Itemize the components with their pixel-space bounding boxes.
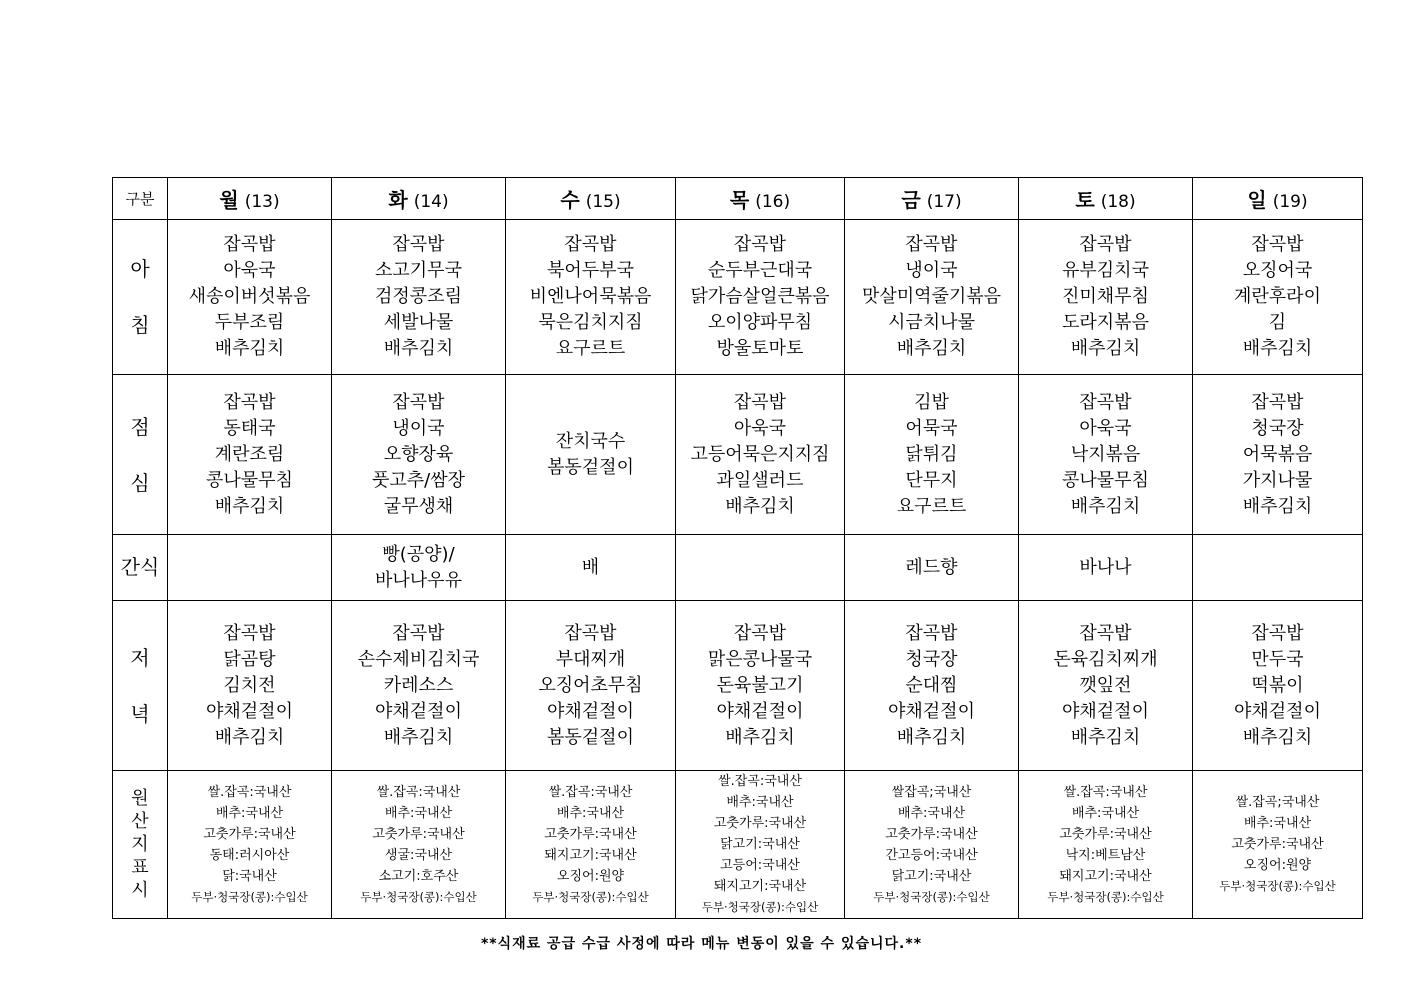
menu-item: 새송이버섯볶음: [188, 286, 311, 307]
menu-item: 오징어초무침: [538, 674, 643, 696]
menu-item: 야채겉절이: [375, 700, 462, 722]
origin-row: [113, 771, 1363, 919]
lunch-sun: [1193, 375, 1363, 535]
menu-item: 동태국: [223, 417, 276, 439]
menu-item: 맑은콩나물국: [707, 648, 813, 670]
lunch-wed: [506, 375, 676, 535]
origin-line: 배추:국내산: [897, 805, 966, 821]
menu-item: 아욱국: [733, 417, 787, 439]
origin-label: [113, 771, 168, 919]
origin-line: 고춧가루:국내산: [1059, 826, 1152, 842]
day-header-mon: 월 (13): [168, 178, 332, 220]
menu-item: 배추김치: [896, 338, 967, 359]
menu-item: 잡곡밥: [905, 622, 958, 644]
dinner-wed: [506, 601, 676, 771]
origin-line: 배추:국내산: [726, 795, 794, 810]
header-row: [113, 178, 1363, 220]
menu-item: 레드향: [905, 556, 958, 578]
snack-label: 간식: [113, 535, 168, 601]
menu-item: 봄동겉절이: [547, 726, 634, 748]
menu-item: 배추김치: [1242, 726, 1313, 748]
origin-line: 고춧가루:국내산: [713, 816, 807, 831]
menu-item: 바나나: [1079, 556, 1132, 578]
menu-item: 순대찜: [905, 674, 958, 696]
menu-item: 야채겉절이: [716, 700, 804, 722]
origin-line: 생굴:국내산: [384, 847, 453, 863]
lunch-label: [113, 375, 168, 535]
menu-item: 세발나물: [383, 312, 454, 333]
menu-item: 잡곡밥: [1251, 622, 1304, 644]
menu-item: 김치전: [223, 674, 276, 696]
menu-item: 배추김치: [1242, 338, 1313, 359]
day-header-wed: 수 (15): [506, 178, 676, 220]
origin-line: 고춧가루:국내산: [203, 826, 296, 842]
origin-sat: [1019, 771, 1193, 919]
origin-line: 소고기:호주산: [378, 868, 459, 884]
menu-item: 유부김치국: [1062, 260, 1149, 281]
origin-sun: [1193, 771, 1363, 919]
menu-item: 어묵볶음: [1242, 443, 1313, 465]
dinner-sat: [1019, 601, 1193, 771]
menu-item: 저: [130, 645, 150, 670]
origin-line: 닭고기:국내산: [720, 837, 800, 852]
origin-mon: [168, 771, 332, 919]
menu-item: 잡곡밥: [564, 622, 617, 644]
origin-line: 닭고기:국내산: [891, 868, 972, 884]
menu-item: 시금치나물: [888, 312, 975, 333]
footer-note: **식재료 공급 수급 사정에 따라 메뉴 변동이 있을 수 있습니다.**: [480, 936, 923, 952]
origin-line: 고춧가루:국내산: [885, 826, 978, 842]
menu-item: 배추김치: [214, 338, 285, 359]
origin-line: 두부·청국장(콩):수입산: [532, 889, 649, 904]
breakfast-label: [113, 220, 168, 375]
menu-item: 배추김치: [725, 726, 795, 748]
menu-item: 비엔나어묵볶음: [529, 286, 652, 307]
origin-line: 두부·청국장(콩):수입산: [701, 900, 819, 914]
origin-line: 쌀.잡곡:국내산: [1063, 784, 1148, 800]
menu-item: 계란조림: [214, 443, 285, 465]
menu-item: 닭가슴살얼큰볶음: [690, 286, 830, 307]
menu-item: 산: [131, 811, 149, 832]
menu-item: 배추김치: [214, 495, 285, 517]
origin-line: 돼지고기:국내산: [544, 847, 637, 863]
menu-item: 콩나물무침: [206, 469, 293, 491]
menu-item: 배추김치: [1070, 338, 1141, 359]
menu-item: 과일샐러드: [716, 469, 804, 491]
menu-item: 잡곡밥: [223, 391, 276, 413]
breakfast-tue: [332, 220, 506, 375]
origin-line: 쌀.잡곡:국내산: [548, 784, 633, 800]
menu-item: 오이양파무침: [707, 312, 813, 333]
origin-line: 배추:국내산: [1071, 805, 1140, 821]
origin-line: 두부·청국장(콩):수입산: [1047, 889, 1164, 904]
origin-line: 쌀.잡곡;국내산: [1235, 795, 1320, 810]
menu-item: 깻잎전: [1079, 674, 1132, 696]
menu-item: 소고기무국: [375, 260, 462, 281]
menu-item: 빵(공양)/: [382, 543, 455, 565]
origin-line: 돼지고기:국내산: [713, 879, 807, 894]
day-header-fri: 금 (17): [845, 178, 1019, 220]
dinner-thu: [676, 601, 845, 771]
lunch-sat: [1019, 375, 1193, 535]
origin-line: 고춧가루:국내산: [1231, 837, 1324, 852]
dinner-label: [113, 601, 168, 771]
menu-item: 닭곰탕: [223, 648, 276, 670]
origin-tue: [332, 771, 506, 919]
dinner-row: [113, 601, 1363, 771]
origin-line: 고등어:국내산: [720, 858, 800, 873]
menu-item: 맛살미역줄기볶음: [861, 286, 1002, 307]
menu-item: 만두국: [1251, 648, 1304, 670]
menu-item: 굴무생채: [383, 495, 454, 517]
lunch-mon: [168, 375, 332, 535]
menu-item: 청국장: [905, 648, 958, 670]
breakfast-fri: [845, 220, 1019, 375]
menu-item: 방울토마토: [716, 338, 804, 359]
origin-thu: [676, 771, 845, 919]
menu-item: 배추김치: [896, 726, 967, 748]
menu-item: 낙지볶음: [1070, 443, 1141, 465]
menu-item: 잡곡밥: [1251, 234, 1304, 255]
menu-item: 침: [130, 313, 150, 337]
origin-line: 배추:국내산: [215, 805, 284, 821]
menu-item: 야채겉절이: [1234, 700, 1321, 722]
menu-item: 청국장: [1251, 417, 1304, 439]
origin-fri: [845, 771, 1019, 919]
origin-line: 두부·청국장(콩):수입산: [360, 889, 477, 904]
dinner-fri: [845, 601, 1019, 771]
day-header-thu: 목 (16): [676, 178, 845, 220]
menu-item: 아욱국: [1079, 417, 1132, 439]
breakfast-thu: [676, 220, 845, 375]
menu-item: 오징어국: [1242, 260, 1313, 281]
menu-item: 배추김치: [1242, 495, 1313, 517]
snack-row: [113, 535, 1363, 601]
menu-item: 콩나물무침: [1062, 469, 1149, 491]
menu-item: 야채겉절이: [206, 700, 293, 722]
menu-item: 두부조림: [214, 312, 285, 333]
snack-thu: [676, 535, 845, 601]
snack-mon: [168, 535, 332, 601]
weekly-meal-menu-table: [112, 177, 1363, 919]
menu-item: 고등어묵은지지짐: [690, 443, 830, 465]
origin-line: 쌀잡곡;국내산: [891, 784, 972, 800]
menu-item: 원: [131, 788, 149, 809]
menu-item: 잡곡밥: [392, 391, 445, 413]
menu-item: 돈육김치찌개: [1053, 648, 1158, 670]
snack-sat: [1019, 535, 1193, 601]
menu-item: 바나나우유: [375, 569, 462, 591]
menu-item: 돈육불고기: [716, 674, 804, 696]
menu-item: 잔치국수: [555, 430, 626, 452]
breakfast-sat: [1019, 220, 1193, 375]
menu-item: 검정콩조림: [375, 286, 462, 307]
dinner-sun: [1193, 601, 1363, 771]
origin-line: 돼지고기:국내산: [1059, 868, 1152, 884]
menu-item: 잡곡밥: [223, 622, 276, 644]
day-header-sun: 일 (19): [1193, 178, 1363, 220]
origin-line: 두부·청국장(콩):수입산: [1219, 879, 1336, 893]
snack-wed: [506, 535, 676, 601]
menu-item: 녁: [130, 701, 150, 726]
menu-item: 요구르트: [555, 338, 626, 359]
origin-line: 동태:러시아산: [209, 847, 290, 863]
menu-item: 잡곡밥: [392, 622, 445, 644]
menu-item: 야채겉절이: [888, 700, 975, 722]
breakfast-sun: [1193, 220, 1363, 375]
day-header-tue: 화 (14): [332, 178, 506, 220]
menu-item: 북어두부국: [547, 260, 634, 281]
lunch-thu: [676, 375, 845, 535]
menu-item: 어묵국: [905, 417, 958, 439]
menu-item: 단무지: [905, 469, 958, 491]
menu-item: 표: [131, 857, 149, 878]
menu-item: 잡곡밥: [564, 234, 617, 255]
origin-line: 배추:국내산: [1243, 816, 1312, 831]
origin-line: 오징어:원양: [556, 868, 625, 884]
menu-item: 계란후라이: [1234, 286, 1321, 307]
menu-item: 순두부근대국: [707, 260, 813, 281]
origin-line: 두부·청국장(콩):수입산: [873, 889, 990, 904]
origin-line: 닭:국내산: [222, 868, 277, 884]
menu-item: 잡곡밥: [733, 622, 787, 644]
menu-item: 묵은김치지짐: [538, 312, 643, 333]
menu-item: 잡곡밥: [733, 234, 787, 255]
menu-item: 봄동겉절이: [547, 456, 634, 478]
origin-line: 쌀.잡곡:국내산: [207, 784, 292, 800]
menu-item: 아욱국: [223, 260, 276, 281]
menu-item: 냉이국: [392, 417, 445, 439]
menu-item: 배추김치: [214, 726, 285, 748]
day-header-sat: 토 (18): [1019, 178, 1193, 220]
origin-line: 고춧가루:국내산: [544, 826, 637, 842]
origin-line: 쌀.잡곡:국내산: [376, 784, 461, 800]
category-header: 구분: [113, 178, 168, 220]
dinner-mon: [168, 601, 332, 771]
menu-item: 잡곡밥: [223, 234, 276, 255]
menu-item: 김밥: [914, 391, 949, 413]
menu-item: 손수제비김치국: [357, 648, 480, 670]
origin-line: 배추:국내산: [556, 805, 625, 821]
menu-item: 오향장육: [383, 443, 454, 465]
breakfast-mon: [168, 220, 332, 375]
menu-item: 카레소스: [383, 674, 454, 696]
menu-item: 떡볶이: [1251, 674, 1304, 696]
snack-sun: [1193, 535, 1363, 601]
menu-item: 풋고추/쌈장: [371, 469, 465, 491]
origin-line: 낙지:베트남산: [1065, 847, 1146, 863]
menu-item: 부대찌개: [555, 648, 626, 670]
menu-item: 진미채무침: [1062, 286, 1149, 307]
menu-item: 잡곡밥: [905, 234, 958, 255]
origin-line: 쌀.잡곡:국내산: [718, 774, 802, 789]
menu-item: 지: [131, 834, 149, 855]
menu-item: 김: [1268, 312, 1287, 333]
origin-wed: [506, 771, 676, 919]
origin-line: 두부·청국장(콩):수입산: [191, 889, 308, 904]
menu-item: 잡곡밥: [1079, 391, 1132, 413]
snack-fri: [845, 535, 1019, 601]
menu-item: 야채겉절이: [547, 700, 634, 722]
menu-item: 심: [130, 470, 150, 495]
menu-item: 잡곡밥: [392, 234, 445, 255]
breakfast-row: [113, 220, 1363, 375]
origin-line: 배추:국내산: [384, 805, 453, 821]
dinner-tue: [332, 601, 506, 771]
menu-item: 배추김치: [1070, 726, 1141, 748]
menu-item: 배: [581, 556, 600, 578]
origin-line: 오징어:원양: [1243, 858, 1312, 873]
menu-item: 야채겉절이: [1062, 700, 1149, 722]
lunch-fri: [845, 375, 1019, 535]
menu-item: 배추김치: [383, 338, 454, 359]
menu-item: 배추김치: [383, 726, 454, 748]
menu-item: 아: [130, 257, 150, 281]
origin-line: 고춧가루:국내산: [372, 826, 465, 842]
breakfast-wed: [506, 220, 676, 375]
origin-line: 간고등어:국내산: [885, 847, 978, 863]
lunch-row: [113, 375, 1363, 535]
menu-item: 냉이국: [905, 260, 958, 281]
menu-item: 시: [131, 880, 149, 901]
menu-item: 잡곡밥: [1079, 622, 1132, 644]
menu-item: 배추김치: [1070, 495, 1141, 517]
menu-item: 잡곡밥: [733, 391, 787, 413]
menu-item: 도라지볶음: [1062, 312, 1149, 333]
snack-tue: [332, 535, 506, 601]
menu-item: 배추김치: [725, 495, 795, 517]
lunch-tue: [332, 375, 506, 535]
menu-item: 가지나물: [1242, 469, 1313, 491]
menu-item: 잡곡밥: [1251, 391, 1304, 413]
menu-item: 닭튀김: [905, 443, 958, 465]
menu-item: 점: [130, 414, 150, 439]
menu-item: 요구르트: [896, 495, 967, 517]
menu-item: 잡곡밥: [1079, 234, 1132, 255]
